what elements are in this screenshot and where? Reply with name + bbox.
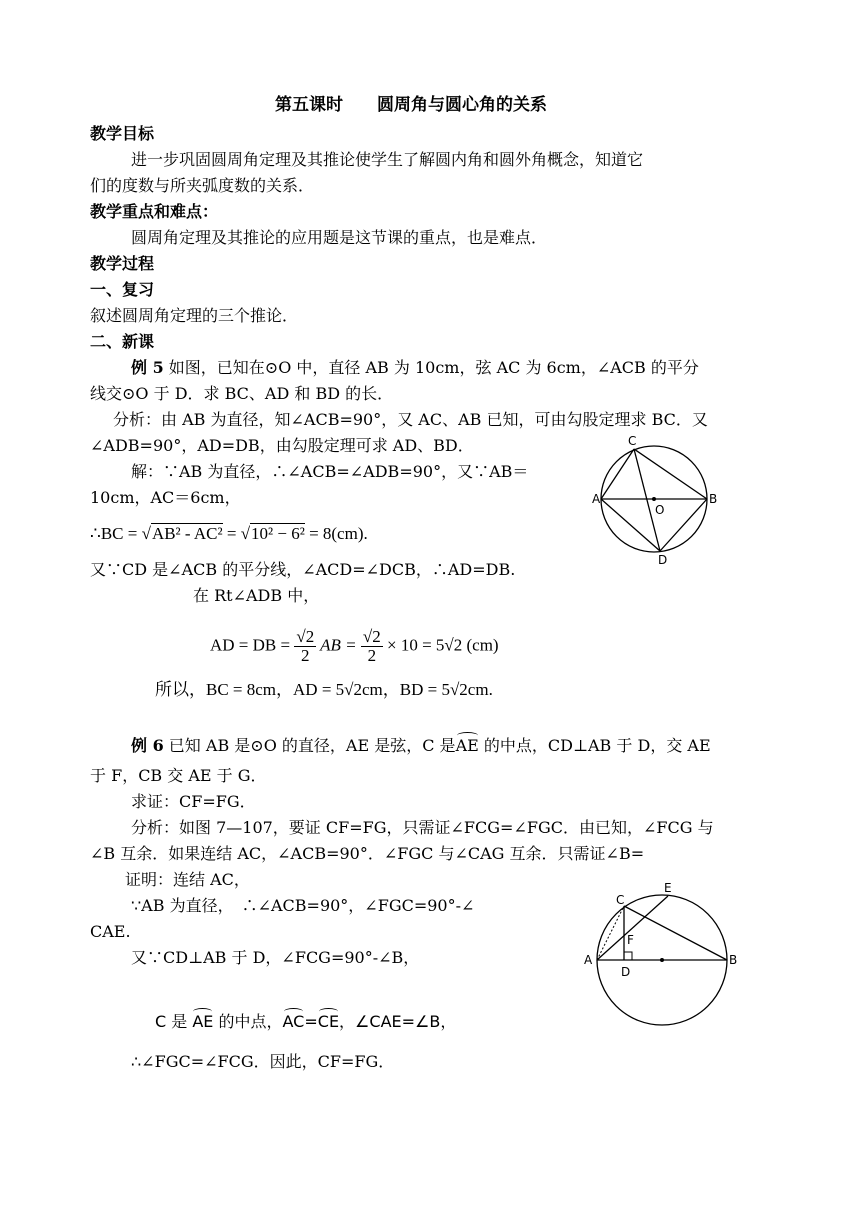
objectives-text-2: 们的度数与所夹弧度数的关系．	[90, 176, 315, 195]
example6-text-1b: 的中点，CD⊥AB 于 D，交 AE	[478, 736, 711, 755]
chord-ac	[601, 449, 634, 499]
fraction-2-denominator: 2	[367, 646, 377, 665]
example5-analysis-1: 分析：由 AB 为直径，知∠ACB=90°，又 AC、AB 已知，可由勾股定理求 BC．又	[113, 410, 708, 429]
arc-ae-2: AE	[192, 1012, 214, 1031]
example6-line1	[131, 736, 711, 756]
label-f: F	[627, 933, 634, 947]
review-heading: 一、复习	[90, 280, 155, 299]
example5-solution-1: 解：∵AB 为直径，∴∠ACB=∠ADB=90°，又∵AB＝	[131, 462, 529, 481]
example6-line2: 于 F，CB 交 AE 于 G．	[90, 766, 267, 785]
example6-label: 例 6	[131, 736, 164, 755]
example5-analysis-2: ∠ADB=90°，AD=DB，由勾股定理可求 AD、BD．	[90, 436, 474, 455]
midpoint-text-b: 的中点，	[213, 1012, 283, 1031]
example5-line2: 线交⊙O 于 D．求 BC、AD 和 BD 的长．	[90, 384, 394, 403]
example6-proof-1: 证明：连结 AC，	[125, 870, 250, 889]
chord-cb2	[624, 906, 727, 960]
right-angle-mark	[624, 952, 632, 960]
fraction-1-numerator: √2	[296, 627, 315, 646]
label-d2: D	[621, 965, 631, 979]
objectives-text-1: 进一步巩固圆周角定理及其推论使学生了解圆内角和圆外角概念，知道它	[131, 150, 644, 169]
example5-label: 例 5	[131, 358, 164, 377]
new-lesson-heading: 二、新课	[90, 332, 155, 351]
fraction-1	[294, 628, 316, 665]
objectives-heading: 教学目标	[90, 124, 155, 143]
figure-circle-abcdef	[580, 878, 740, 1038]
example6-prove: 求证：CF=FG．	[131, 792, 256, 811]
formula-bc-lhs: ∴BC =	[90, 524, 142, 543]
label-b: B	[709, 492, 718, 506]
key-points-heading: 教学重点和难点：	[90, 202, 219, 221]
formula-bc-rhs: = 8(cm).	[304, 524, 368, 543]
formula-bc-mid: =	[222, 524, 241, 543]
example6-proof-4: 又∵CD⊥AB 于 D，∠FCG=90°-∠B，	[131, 948, 420, 967]
bisector-line: 又∵CD 是∠ACB 的平分线，∠ACD=∠DCB，∴AD=DB.	[90, 560, 516, 579]
example6-final: ∴∠FGC=∠FCG．因此，CF=FG．	[131, 1052, 395, 1071]
label-c: C	[628, 436, 637, 448]
label-b2: B	[729, 953, 738, 967]
example6-proof-2: ∵AB 为直径， ∴∠ACB=90°，∠FGC=90°-∠	[131, 896, 475, 915]
example5-text-1: 如图，已知在⊙O 中，直径 AB 为 10cm，弦 AC 为 6cm，∠ACB 的平分	[163, 358, 699, 377]
midpoint-eq: =	[304, 1012, 318, 1031]
formula-ad-ab: AB =	[316, 635, 361, 655]
rt-triangle-line: 在 Rt∠ADB 中，	[193, 586, 320, 605]
example6-midpoint-line	[155, 1012, 456, 1032]
label-e: E	[664, 881, 672, 895]
label-d: D	[658, 553, 668, 567]
fraction-2	[361, 628, 383, 665]
fraction-2-numerator: √2	[362, 627, 381, 646]
example5-line1	[131, 358, 699, 378]
center-dot	[652, 497, 656, 501]
midpoint-text-a: C 是	[155, 1012, 193, 1031]
process-heading: 教学过程	[90, 254, 155, 273]
chord-ad	[601, 499, 660, 551]
arc-ae: AE	[455, 736, 479, 755]
arc-ce: CE	[317, 1012, 340, 1031]
figure-circle-abcd	[592, 436, 722, 586]
arc-ac: AC	[282, 1012, 305, 1031]
example5-solution-2: 10cm，AC＝6cm，	[90, 488, 241, 507]
midpoint-text-c: ，∠CAE=∠B，	[339, 1012, 457, 1031]
formula-bc-radical-2: 10² − 6²	[251, 524, 305, 543]
key-points-text: 圆周角定理及其推论的应用题是这节课的重点，也是难点．	[131, 228, 548, 247]
formula-bc: ∴BC = √AB² - AC² = √10² − 6² = 8(cm).	[90, 524, 368, 543]
chord-ae	[597, 896, 668, 960]
label-c2: C	[616, 893, 625, 907]
formula-bc-radical-1: AB² - AC²	[151, 524, 223, 543]
example6-analysis-1: 分析：如图 7—107，要证 CF=FG，只需证∠FCG=∠FGC．由已知，∠FCG 与	[131, 818, 714, 837]
label-a: A	[592, 492, 601, 506]
example6-analysis-2: ∠B 互余．如果连结 AC，∠ACB=90°．∠FGC 与∠CAG 互余．只需证∠B=	[90, 844, 645, 863]
example5-conclusion: 所以，BC = 8cm，AD = 5√2cm，BD = 5√2cm.	[155, 680, 493, 699]
center-dot-2	[660, 958, 664, 962]
label-o: O	[655, 503, 665, 517]
label-a2: A	[584, 953, 593, 967]
formula-ad-rhs: × 10 = 5√2 (cm)	[382, 635, 499, 655]
chord-ac2	[597, 906, 624, 960]
review-text: 叙述圆周角定理的三个推论．	[90, 306, 299, 325]
formula-ad-lhs: AD = DB =	[210, 635, 295, 655]
fraction-1-denominator: 2	[301, 646, 310, 665]
example6-proof-3: CAE.	[90, 922, 131, 941]
page-title: 第五课时 圆周角与圆心角的关系	[275, 95, 547, 115]
formula-ad	[210, 628, 499, 665]
example6-text-1a: 已知 AB 是⊙O 的直径，AE 是弦，C 是	[163, 736, 456, 755]
